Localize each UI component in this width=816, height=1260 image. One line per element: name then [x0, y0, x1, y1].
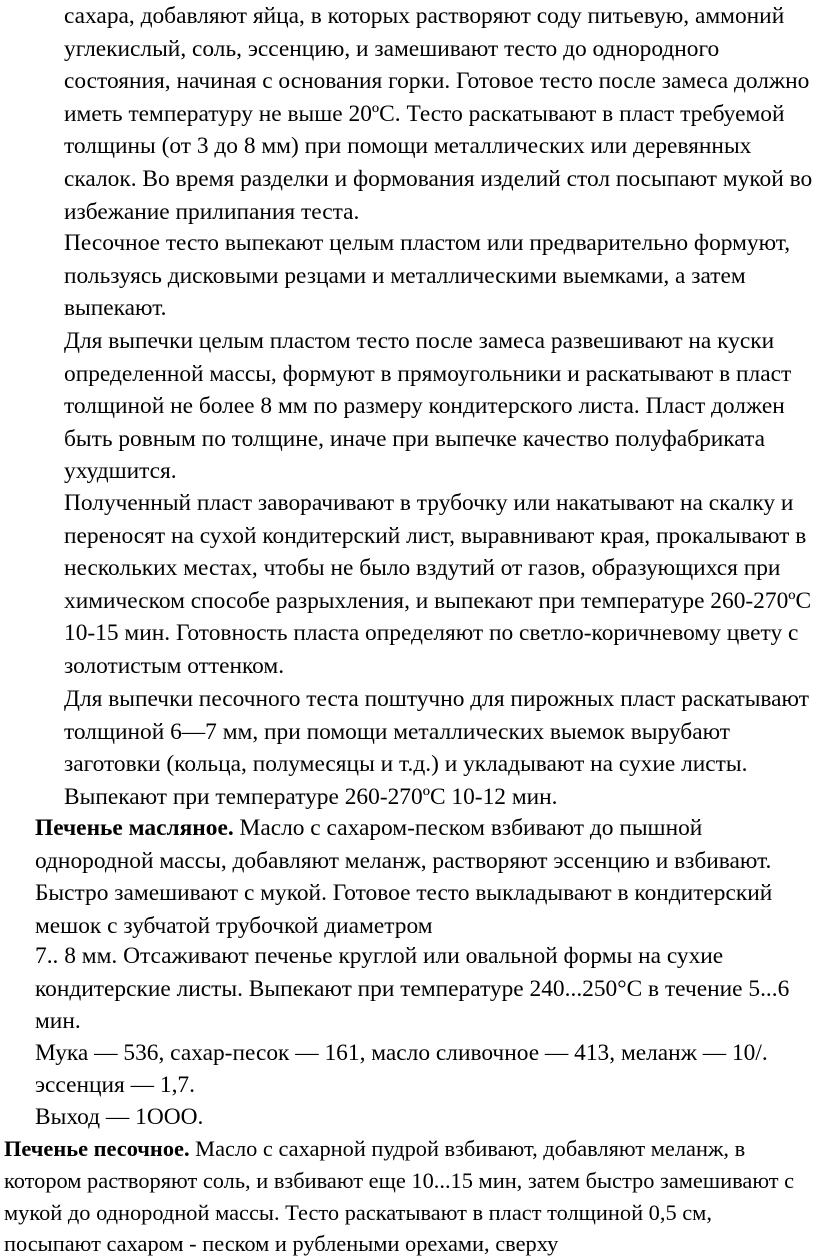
paragraph-text: Для выпечки целым пластом тесто после замеса развешивают на куски определенной массы, формуют в прямоугольники и раскатывают в пласт толщиной не более 8 мм по размеру кондитерского листа. Пласт должен быть ровным по толщине, иначе при выпечке качество полуфабриката ухудшится.: [64, 328, 792, 485]
paragraph-dough-preparation: [64, 0, 814, 228]
paragraph-text: 7.. 8 мм. Отсаживают печенье круглой или овальной формы на сухие кондитерские листы. Выпекают при температуре 240...250°С в течение 5...6 мин.: [35, 943, 790, 1035]
paragraph-text: Песочное тесто выпекают целым пластом или предварительно формуют, пользуясь дисковыми резцами и металлическими выемками, а затем выпекают.: [64, 230, 791, 322]
paragraph-piece-baking: [64, 683, 814, 813]
recipe-essence-line: [35, 1069, 814, 1102]
paragraph-text: Масло с сахаром-песком взбивают до пышной однородной массы, добавляют меланж, растворяют эссенцию и взбивают. Быстро замешивают с мукой. Готовое тесто выкладывают в кондитерский мешок с зубчатой трубочкой диаметром: [35, 815, 773, 939]
paragraph-text: Полученный пласт заворачивают в трубочку или накатывают на скалку и переносят на сухой кондитерский лист, выравнивают края, прокалывают в нескольких местах, чтобы не было вздутий от газов, образующихся при химическом способе разрыхления, и выпекают при температуре 260-270ºС 10-15 мин. Готовность пласта определяют по светло-коричневому цвету с золотистым оттенком.: [64, 490, 812, 679]
section-heading-shortbread-cookies: Печенье песочное.: [4, 1136, 190, 1161]
paragraph-sheet-transfer: [64, 487, 814, 683]
paragraph-whole-sheet: [64, 325, 814, 488]
recipe-ingredients-line: [35, 1037, 814, 1070]
paragraph-text: эссенция — 1,7.: [35, 1072, 195, 1098]
paragraph-butter-cookies: [35, 812, 814, 942]
section-heading-butter-cookies: Печенье масляное.: [35, 815, 234, 841]
paragraph-text: Масло с сахарной пудрой взбивают, добавляют меланж, в котором растворяют соль, и взбивают еще 10...15 мин, затем быстро замешивают с мукой до однородной массы. Тесто раскатывают в пласт толщиной 0,5 см, посыпают сахаром - песком и рублеными орехами, сверху: [4, 1136, 795, 1257]
paragraph-baking-methods: [64, 227, 814, 325]
paragraph-text: сахара, добавляют яйца, в которых растворяют соду питьевую, аммоний углекислый, соль, эссенцию, и замешивают тесто до однородного состояния, начиная с основания горки. Готовое тесто после замеса должно иметь температуру не выше 20ºС. Тесто раскатывают в пласт требуемой толщины (от 3 до 8 мм) при помощи металлических или деревянных скалок. Во время разделки и формования изделий стол посыпают мукой во избежание прилипания теста.: [64, 3, 813, 225]
paragraph-piping: [35, 940, 814, 1038]
paragraph-text: Для выпечки песочного теста поштучно для пирожных пласт раскатывают толщиной 6—7 мм, при помощи металлических выемок вырубают заготовки (кольца, полумесяцы и т.д.) и укладывают на сухие листы. Выпекают при температуре 260-270ºС 10-12 мин.: [64, 686, 809, 810]
paragraph-text: Выход — 1ООО.: [35, 1104, 204, 1130]
paragraph-shortbread-cookies: [4, 1133, 814, 1260]
recipe-yield-line: [35, 1101, 814, 1134]
paragraph-text: Мука — 536, сахар-песок — 161, масло сливочное — 413, меланж — 10/.: [35, 1040, 768, 1066]
